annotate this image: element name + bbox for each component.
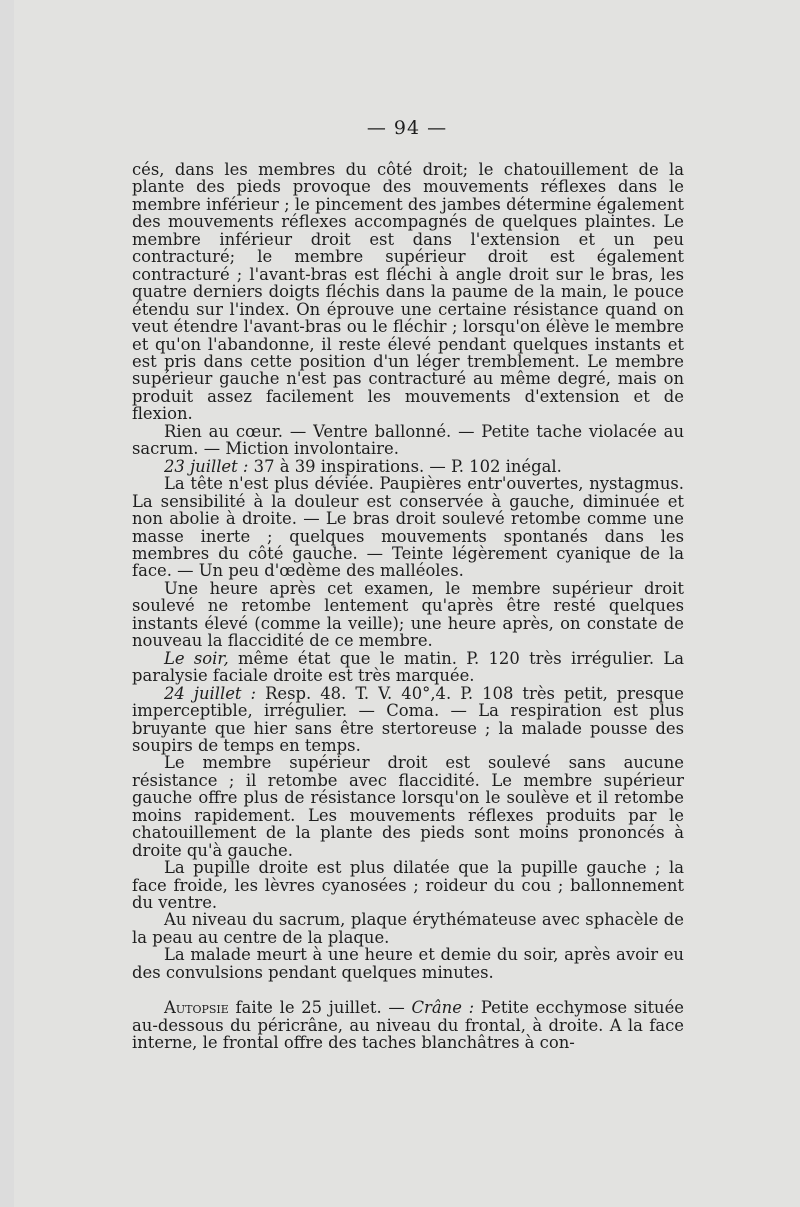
paragraph-text: Resp. 48. T. V. 40°,4. P. 108 très petit, presque imperceptible, irrégulier. — Coma. — La respiration est plus bruyante que hier sans être stertoreuse ; la malade pousse des soupirs de temps en temps. — [132, 683, 684, 755]
time-lead: Le soir, — [164, 648, 229, 668]
paragraph — [132, 685, 684, 755]
paragraph-text: faite le 25 juillet. — — [228, 998, 412, 1018]
paragraph-text: même état que le matin. P. 120 très irrégulier. La paralysie faciale droite est très marquée. — [132, 648, 685, 686]
crane-heading: Crâne : — [411, 998, 475, 1018]
paragraph — [132, 650, 684, 685]
paragraph — [132, 458, 684, 475]
paragraph-text: 37 à 39 inspirations. — P. 102 inégal. — [248, 456, 562, 476]
paragraph: Le membre supérieur droit est soulevé sans aucune résistance ; il retombe avec flaccidité. Le membre supérieur gauche offre plus de résistance lorsqu'on le soulève et il retombe moins rapidement. Les mouvements réflexes produits par le chatouillement de la plante des pieds sont moins prononcés à droite qu'à gauche. — [132, 753, 684, 860]
paragraph: Rien au cœur. — Ventre ballonné. — Petite tache violacée au sacrum. — Miction involontaire. — [132, 421, 684, 459]
paragraph: cés, dans les membres du côté droit; le chatouillement de la plante des pieds provoque des mouvements réflexes dans le membre inférieur ; le pincement des jambes détermine également des mouvements réflexes accompagnés de quelques plaintes. Le membre inférieur droit est dans l'extension et un peu contracturé; le membre supérieur droit est également contracturé ; l'avant-bras est fléchi à angle droit sur le bras, les quatre derniers doigts fléchis dans la paume de la main, le pouce étendu sur l'index. On éprouve une certaine résistance quand on veut étendre l'avant-bras ou le fléchir ; lorsqu'on élève le membre et qu'on l'abandonne, il reste élevé pendant quelques instants et est pris dans cette position d'un léger tremblement. Le membre supérieur gauche n'est pas contracturé au même degré, mais on produit assez facilement les mouvements d'extension et de flexion. — [132, 160, 684, 424]
date-lead: 23 juillet : — [164, 456, 249, 476]
paragraph: La pupille droite est plus dilatée que la pupille gauche ; la face froide, les lèvres cyanosées ; roideur du cou ; ballonnement du ventre. — [132, 858, 684, 913]
paragraph-text: Petite ecchymose située au-dessous du péricrâne, au niveau du frontal, à droite. A la face interne, le frontal offre des taches blanchâtres à con- — [132, 998, 685, 1053]
body-text — [132, 161, 684, 1052]
autopsy-heading: Autopsie — [164, 998, 229, 1018]
paragraph: Une heure après cet examen, le membre supérieur droit soulevé ne retombe lentement qu'après être resté quelques instants élevé (comme la veille); une heure après, on constate de nouveau la flaccidité de ce membre. — [132, 578, 684, 651]
book-page — [14, 0, 800, 1207]
paragraph: Au niveau du sacrum, plaque érythémateuse avec sphacèle de la peau au centre de la plaque. — [132, 910, 684, 947]
date-lead: 24 juillet : — [164, 683, 257, 703]
paragraph: La malade meurt à une heure et demie du soir, après avoir eu des convulsions pendant quelques minutes. — [132, 945, 684, 982]
autopsy-paragraph — [132, 999, 684, 1051]
page-number: — 94 — — [366, 117, 448, 139]
paragraph: La tête n'est plus déviée. Paupières entr'ouvertes, nystagmus. La sensibilité à la douleur est conservée à gauche, diminuée et non abolie à droite. — Le bras droit soulevé retombe comme une masse inerte ; quelques mouvements spontanés dans les membres du côté gauche. — Teinte légèrement cyanique de la face. — Un peu d'œdème des malléoles. — [132, 474, 684, 581]
